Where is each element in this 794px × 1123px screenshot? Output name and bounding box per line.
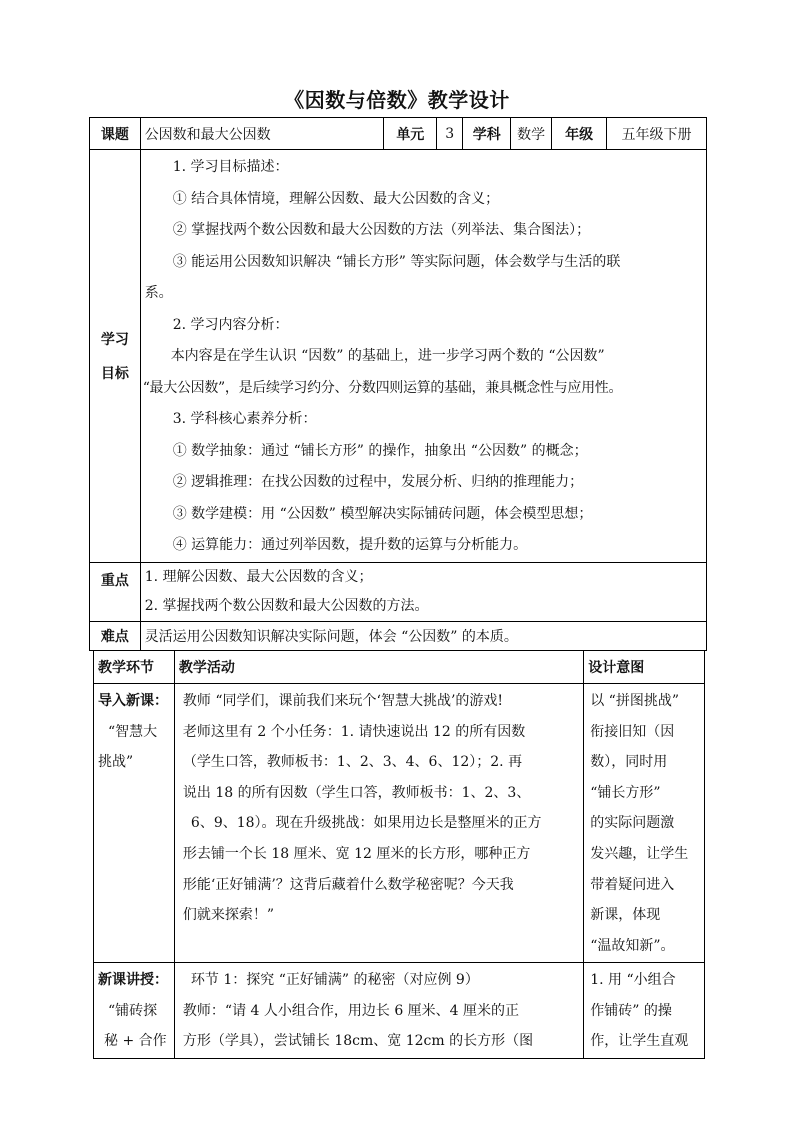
table-row xyxy=(94,684,705,963)
key-point-line: 1. 理解公因数、最大公因数的含义； xyxy=(144,568,373,585)
header-row xyxy=(90,118,707,150)
goal-line: 3. 学科核心素养分析： xyxy=(172,411,317,427)
unit-value: 3 xyxy=(437,118,463,150)
intent-cell: 1. 用 “小组合 作铺砖” 的操 作，让学生直观 xyxy=(584,963,705,1059)
activity-column-header: 教学活动 xyxy=(174,651,583,684)
difficult-points-row xyxy=(90,621,707,650)
goal-line: ① 数学抽象：通过 “铺长方形” 的操作，抽象出 “公因数” 的概念； xyxy=(172,442,588,459)
goals-content xyxy=(140,150,706,563)
difficult-points-text: 灵活运用公因数知识解决实际问题，体会 “公因数” 的本质。 xyxy=(140,621,706,650)
intent-cell: 以 “拼图挑战” 衔接旧知（因 数），同时用 “铺长方形” 的实际问题激 发兴趣，让学生 带着疑问进入 新课，体现 “温故知新”。 xyxy=(584,684,705,963)
lesson-info-table xyxy=(89,117,707,651)
grade-label: 年级 xyxy=(552,118,607,150)
table-row xyxy=(94,963,705,1059)
key-points-label: 重点 xyxy=(90,562,141,621)
goal-line: ① 结合具体情境，理解公因数、最大公因数的含义； xyxy=(172,190,500,207)
topic-value: 公因数和最大公因数 xyxy=(140,118,384,150)
key-points-row xyxy=(90,562,707,621)
subject-value: 数学 xyxy=(511,118,552,150)
goal-line: ② 掌握找两个数公因数和最大公因数的方法（列举法、集合图法）； xyxy=(172,222,591,238)
process-header-row xyxy=(94,651,705,684)
goal-line: “最大公因数”，是后续学习约分、分数四则运算的基础，兼具概念性与应用性。 xyxy=(142,379,623,396)
goal-line: 系。 xyxy=(144,285,173,301)
activity-cell: 教师 “同学们，课前我们来玩个‘智慧大挑战’的游戏! 老师这里有 2 个小任务：1. 请快速说出 12 的所有因数 （学生口答，教师板书：1、2、3、4、6、12）；2. 再 说出 18 的所有因数（学生口答，教师板书：1、2、3、 6、9、18）。现在升级挑战：如果用边长是整厘米的正方 形去铺一个长 18 厘米、宽 12 厘米的长方形，哪种正方 形能‘正好铺满’？这背后藏着什么数学秘密呢？今天我 们就来探索！” xyxy=(174,684,583,963)
key-point-line: 2. 掌握找两个数公因数和最大公因数的方法。 xyxy=(144,597,429,614)
activity-cell: 环节 1：探究 “正好铺满” 的秘密（对应例 9） 教师：“请 4 人小组合作，用边长 6 厘米、4 厘米的正 方形（学具），尝试铺长 18cm、宽 12cm 的长方形（图 xyxy=(174,963,583,1059)
goals-label: 学习 目标 xyxy=(90,150,141,563)
document-title: 《因数与倍数》教学设计 xyxy=(284,88,510,112)
difficult-points-label: 难点 xyxy=(90,621,141,650)
unit-label: 单元 xyxy=(384,118,437,150)
topic-label: 课题 xyxy=(90,118,141,150)
stage-cell: 新课讲授： “铺砖探 秘 + 合作 xyxy=(94,963,175,1059)
goal-line: ③ 能运用公因数知识解决 “铺长方形” 等实际问题，体会数学与生活的联 xyxy=(172,253,621,270)
goal-line: ③ 数学建模：用 “公因数” 模型解决实际铺砖问题，体会模型思想； xyxy=(172,505,593,522)
goals-row xyxy=(90,150,707,563)
grade-value: 五年级下册 xyxy=(607,118,707,150)
stage-column-header: 教学环节 xyxy=(94,651,175,684)
stage-cell: 导入新课： “智慧大 挑战” xyxy=(94,684,175,963)
goal-line: 1. 学习目标描述： xyxy=(172,159,289,175)
goal-line: 本内容是在学生认识 “因数” 的基础上，进一步学习两个数的 “公因数” xyxy=(170,348,605,364)
intent-column-header: 设计意图 xyxy=(584,651,705,684)
teaching-process-table xyxy=(93,650,705,1059)
key-points-content xyxy=(140,562,706,621)
goal-line: ② 逻辑推理：在找公因数的过程中，发展分析、归纳的推理能力； xyxy=(172,474,584,490)
subject-label: 学科 xyxy=(463,118,511,150)
goal-line: ④ 运算能力：通过列举因数，提升数的运算与分析能力。 xyxy=(172,537,528,553)
goal-line: 2. 学习内容分析： xyxy=(172,316,289,333)
